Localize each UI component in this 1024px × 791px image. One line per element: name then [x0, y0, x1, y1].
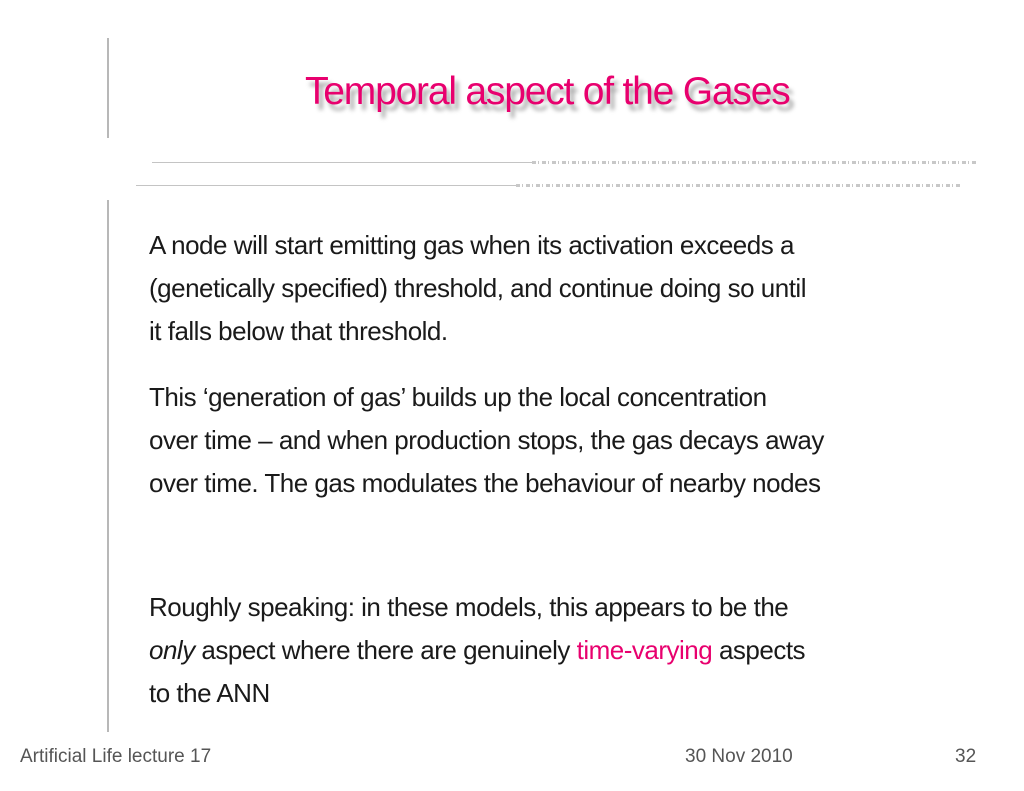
paragraph-line: over time. The gas modulates the behaviour of nearby nodes	[149, 468, 821, 498]
footer-date: 30 Nov 2010	[685, 746, 793, 767]
footer-page-number: 32	[955, 746, 977, 767]
text-fragment: aspect where there are genuinely	[194, 635, 577, 665]
footer-course-name: Artificial Life lecture 17	[20, 746, 212, 767]
decorative-vertical-line-main	[107, 200, 109, 732]
paragraph-line: over time – and when production stops, the gas decays away	[149, 425, 824, 455]
paragraph-line: Roughly speaking: in these models, this appears to be the	[149, 592, 789, 622]
slide-title: Temporal aspect of the Gases	[305, 70, 790, 113]
paragraph-line: A node will start emitting gas when its activation exceeds a	[149, 230, 794, 260]
paragraph-line: it falls below that threshold.	[149, 316, 448, 346]
paragraph-line-mixed	[149, 629, 979, 672]
emphasis-only: only	[149, 635, 195, 665]
text-fragment: aspects	[712, 635, 806, 665]
paragraph-time-varying	[149, 586, 979, 715]
paragraph-gas-emission	[149, 224, 979, 353]
paragraph-gas-concentration	[149, 376, 979, 505]
decorative-vertical-line-top	[107, 38, 109, 138]
paragraph-line: to the ANN	[149, 678, 270, 708]
highlight-time-varying: time-varying	[576, 635, 713, 665]
paragraph-line: (genetically specified) threshold, and continue doing so until	[149, 273, 806, 303]
paragraph-line: This ‘generation of gas’ builds up the local concentration	[149, 382, 767, 412]
